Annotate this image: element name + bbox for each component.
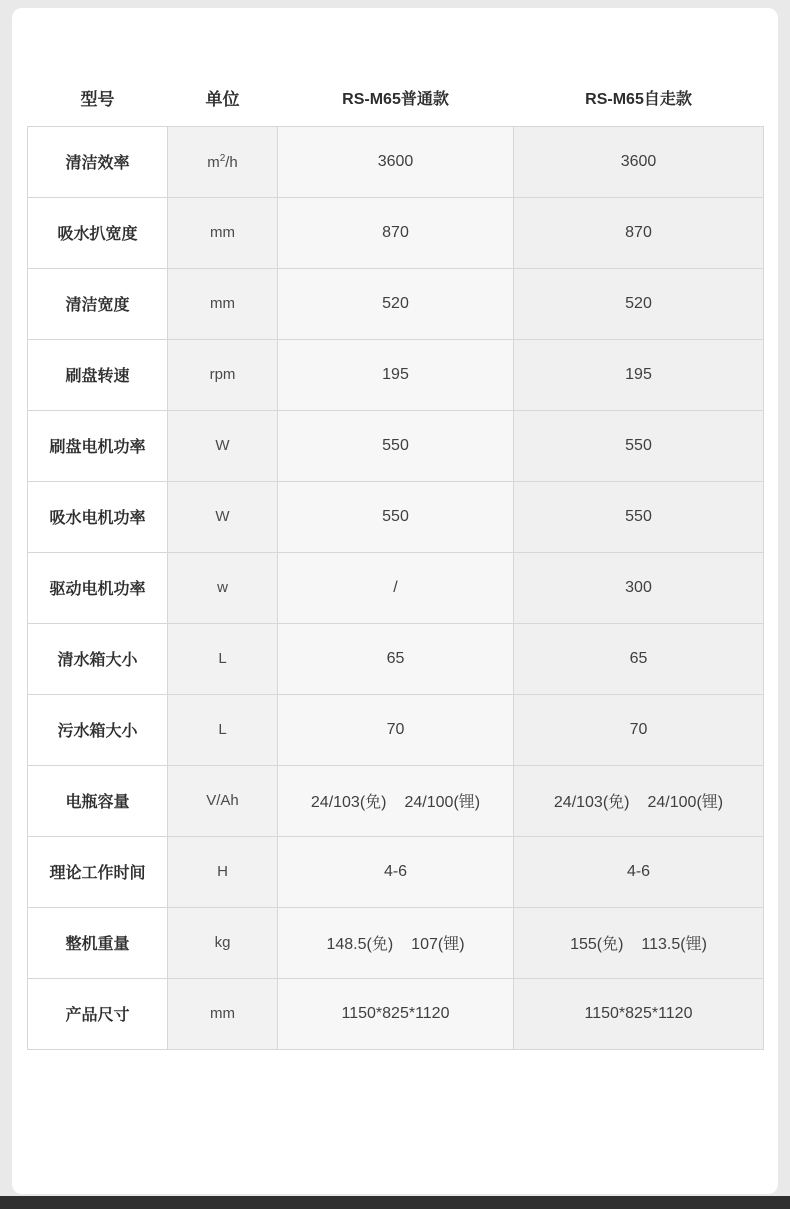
column-header-model: 型号 (80, 90, 115, 110)
value-lead-acid: 24/103(免) (310, 794, 387, 811)
row-label: 理论工作时间 (28, 836, 168, 907)
row-value-self: 195 (514, 339, 764, 410)
bottom-bar (0, 1196, 790, 1209)
row-unit: W (168, 410, 278, 481)
row-value-self: 870 (514, 197, 764, 268)
row-label: 电瓶容量 (28, 765, 168, 836)
spec-sheet-page (12, 8, 778, 1194)
unit-superscript: 2 (219, 152, 226, 164)
row-unit: V/Ah (168, 765, 278, 836)
column-header-normal-model: RS-M65普通款 (342, 91, 449, 109)
row-value-normal: 1150*825*1120 (278, 978, 514, 1049)
column-header-self-propelled-model: RS-M65自走款 (585, 91, 692, 109)
row-label: 清洁宽度 (28, 268, 168, 339)
column-header-unit: 单位 (205, 90, 240, 110)
value-lithium: 24/100(锂) (404, 794, 481, 811)
table-row (28, 907, 764, 978)
value-lithium: 113.5(锂) (641, 936, 707, 953)
table-row (28, 978, 764, 1049)
row-label: 清洁效率 (28, 126, 168, 197)
table-row (28, 765, 764, 836)
row-value-normal: 550 (278, 481, 514, 552)
row-value-self: 550 (514, 410, 764, 481)
row-label: 驱动电机功率 (28, 552, 168, 623)
row-value-self (514, 907, 764, 978)
table-row (28, 339, 764, 410)
row-label: 吸水扒宽度 (28, 197, 168, 268)
row-unit: kg (168, 907, 278, 978)
row-label: 刷盘电机功率 (28, 410, 168, 481)
row-value-self: 520 (514, 268, 764, 339)
table-row (28, 126, 764, 197)
row-value-self: 3600 (514, 126, 764, 197)
row-unit: mm (168, 197, 278, 268)
row-label: 清水箱大小 (28, 623, 168, 694)
row-value-normal: 870 (278, 197, 514, 268)
table-row (28, 836, 764, 907)
value-lithium: 107(锂) (411, 936, 465, 953)
row-value-normal: 3600 (278, 126, 514, 197)
row-label: 刷盘转速 (28, 339, 168, 410)
row-unit: $m^2/h$ (168, 126, 278, 197)
row-unit: L (168, 694, 278, 765)
value-lead-acid: 24/103(免) (553, 794, 630, 811)
row-unit: mm (168, 268, 278, 339)
row-value-normal: 65 (278, 623, 514, 694)
table-row (28, 197, 764, 268)
row-value-normal: 520 (278, 268, 514, 339)
row-value-self: 70 (514, 694, 764, 765)
row-value-self: 1150*825*1120 (514, 978, 764, 1049)
row-unit: w (168, 552, 278, 623)
row-value-normal: / (278, 552, 514, 623)
table-row (28, 552, 764, 623)
row-unit: mm (168, 978, 278, 1049)
row-label: 吸水电机功率 (28, 481, 168, 552)
row-value-normal: 550 (278, 410, 514, 481)
table-row (28, 481, 764, 552)
value-lead-acid: 155(免) (570, 936, 624, 953)
row-unit: L (168, 623, 278, 694)
row-label: 污水箱大小 (28, 694, 168, 765)
row-unit: rpm (168, 339, 278, 410)
row-unit: W (168, 481, 278, 552)
table-row (28, 694, 764, 765)
row-value-self: 65 (514, 623, 764, 694)
table-row (28, 410, 764, 481)
row-value-self: 4-6 (514, 836, 764, 907)
value-lithium: 24/100(锂) (647, 794, 724, 811)
row-value-normal (278, 765, 514, 836)
row-value-self (514, 765, 764, 836)
row-value-self: 300 (514, 552, 764, 623)
specification-table (27, 70, 764, 1050)
row-unit: H (168, 836, 278, 907)
value-lead-acid: 148.5(免) (326, 936, 394, 953)
table-row (28, 623, 764, 694)
table-header-row (28, 70, 764, 126)
table-row (28, 268, 764, 339)
row-label: 产品尺寸 (28, 978, 168, 1049)
row-value-normal (278, 907, 514, 978)
row-value-normal: 70 (278, 694, 514, 765)
row-value-normal: 4-6 (278, 836, 514, 907)
row-value-self: 550 (514, 481, 764, 552)
row-label: 整机重量 (28, 907, 168, 978)
row-value-normal: 195 (278, 339, 514, 410)
